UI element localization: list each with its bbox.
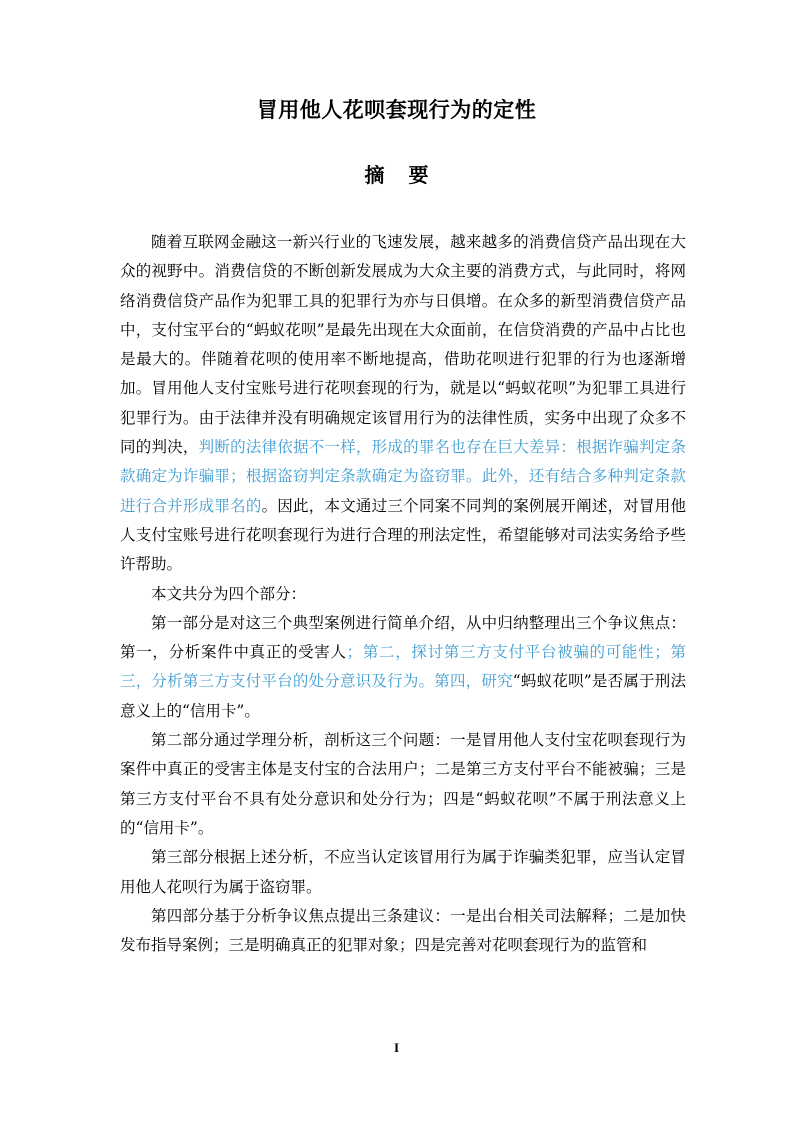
paragraph-1-text-b: 。因此，本文通过三个同案不同判的案例展开阐述，对冒用他人支付宝账号进行花呗套现行为进行合理的刑法定性，希望能够对司法实务给予些许帮助。 xyxy=(120,496,686,574)
paragraph-6 xyxy=(120,902,686,961)
paragraph-5 xyxy=(120,843,686,902)
paragraph-2 xyxy=(120,580,686,609)
paragraph-1-text-a: 随着互联网金融这一新兴行业的飞速发展，越来越多的消费信贷产品出现在大众的视野中。消费信贷的不断创新发展成为大众主要的消费方式，与此同时，将网络消费信贷产品作为犯罪工具的犯罪行为亦与日俱增。在众多的新型消费信贷产品中，支付宝平台的“蚂蚁花呗”是最先出现在大众面前，在信贷消费的产品中占比也是最大的。伴随着花呗的使用率不断地提高，借助花呗进行犯罪的行为也逐渐增加。冒用他人支付宝账号进行花呗套现的行为，就是以“蚂蚁花呗”为犯罪工具进行犯罪行为。由于法律并没有明确规定该冒用行为的法律性质，实务中出现了众多不同的判决， xyxy=(120,233,686,457)
page-number: I xyxy=(393,1040,400,1055)
paragraph-3-highlight: ；第二，探讨第三方支付平台被骗的可能性；第三，分析第三方支付平台的处分意识及行为。第四，研究 xyxy=(120,643,686,691)
paragraph-4-text: 第二部分通过学理分析，剖析这三个问题：一是冒用他人支付宝花呗套现行为案件中真正的受害主体是支付宝的合法用户；二是第三方支付平台不能被骗；三是第三方支付平台不具有处分意识和处分行为；四是“蚂蚁花呗”不属于刑法意义上的“信用卡”。 xyxy=(120,731,686,837)
paragraph-1-highlight: 判断的法律依据不一样，形成的罪名也存在巨大差异：根据诈骗判定条款确定为诈骗罪；根据盗窃判定条款确定为盗窃罪。此外，还有结合多种判定条款进行合并形成罪名的 xyxy=(120,438,686,515)
paragraph-3-text-b: “蚂蚁花呗”是否属于刑法意义上的“信用卡”。 xyxy=(120,672,686,720)
page-title: 冒用他人花呗套现行为的定性 xyxy=(256,97,537,122)
abstract-body xyxy=(120,228,686,960)
abstract-heading-char-2: 要 xyxy=(408,163,429,187)
abstract-heading-char-1: 摘 xyxy=(364,163,385,187)
paragraph-6-text: 第四部分基于分析争议焦点提出三条建议：一是出台相关司法解释；二是加快发布指导案例；三是明确真正的犯罪对象；四是完善对花呗套现行为的监管和 xyxy=(120,906,686,955)
paragraph-4 xyxy=(120,726,686,843)
paragraph-2-text: 本文共分为四个部分： xyxy=(151,584,307,603)
abstract-heading xyxy=(0,159,793,191)
paragraph-3 xyxy=(120,609,686,726)
paragraph-1 xyxy=(120,228,686,580)
paragraph-5-text: 第三部分根据上述分析，不应当认定该冒用行为属于诈骗类犯罪，应当认定冒用他人花呗行为属于盗窃罪。 xyxy=(120,848,686,896)
paragraph-3-text-a: 第一部分是对这三个典型案例进行简单介绍，从中归纳整理出三个争议焦点：第一，分析案件中真正的受害人 xyxy=(120,613,686,662)
